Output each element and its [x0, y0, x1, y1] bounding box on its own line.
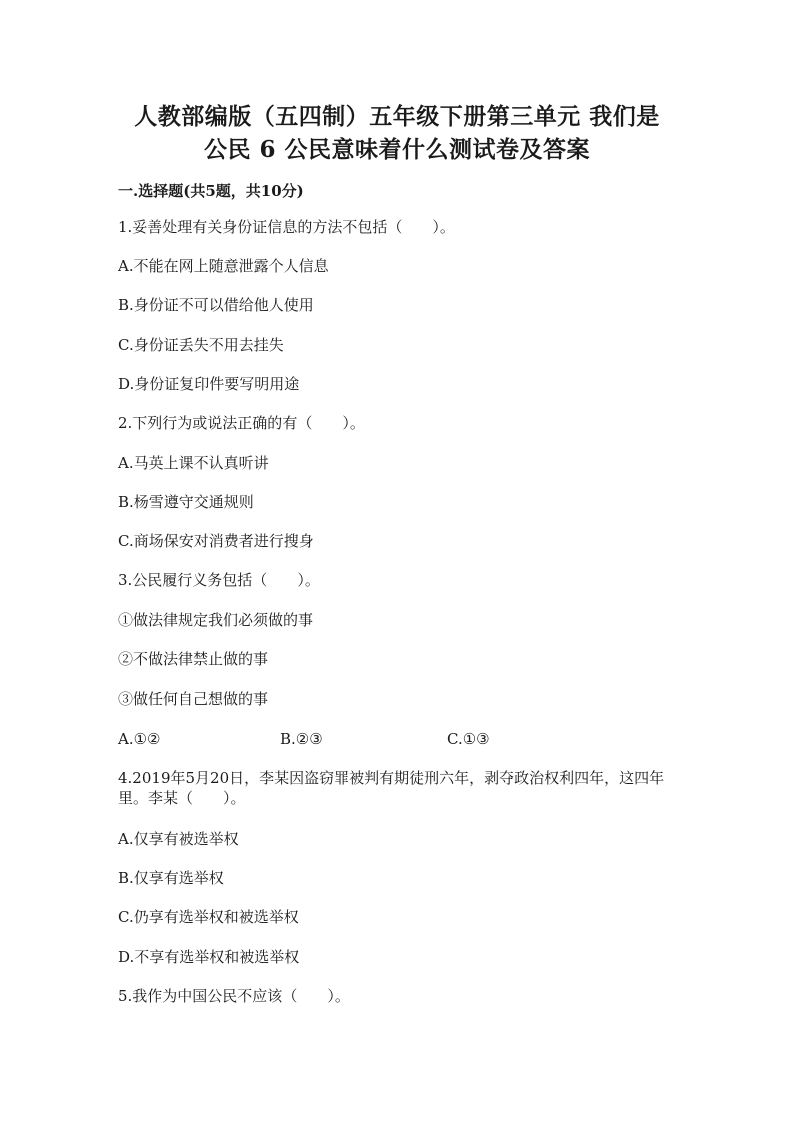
question-4-option-d: D.不享有选举权和被选举权: [118, 948, 300, 966]
question-3-statement-1: ①做法律规定我们必须做的事: [118, 611, 314, 629]
question-3-statement-2: ②不做法律禁止做的事: [118, 650, 269, 668]
question-2-stem: 2.下列行为或说法正确的有（ ）。: [118, 414, 365, 432]
question-1-option-b: B.身份证不可以借给他人使用: [118, 296, 314, 314]
document-title-line-1: 人教部编版（五四制）五年级下册第三单元 我们是: [134, 103, 660, 130]
question-3-stem: 3.公民履行义务包括（ ）。: [118, 571, 320, 589]
question-4-option-a: A.仅享有被选举权: [118, 830, 239, 848]
question-3-option-b: B.②③: [280, 730, 323, 748]
question-1-option-c: C.身份证丢失不用去挂失: [118, 336, 284, 354]
section-heading: 一.选择题(共5题，共10分): [118, 182, 304, 200]
question-2-option-b: B.杨雪遵守交通规则: [118, 493, 254, 511]
question-3-option-c: C.①③: [447, 730, 490, 748]
question-3-option-a: A.①②: [118, 730, 161, 748]
question-4-option-c: C.仍享有选举权和被选举权: [118, 908, 299, 926]
question-2-option-a: A.马英上课不认真听讲: [118, 454, 269, 472]
question-5-stem: 5.我作为中国公民不应该（ ）。: [118, 987, 350, 1005]
question-1-option-a: A.不能在网上随意泄露个人信息: [118, 257, 329, 275]
question-1-stem: 1.妥善处理有关身份证信息的方法不包括（ ）。: [118, 218, 455, 236]
question-1-option-d: D.身份证复印件要写明用途: [118, 375, 300, 393]
question-4-stem: 4.2019年5月20日，李某因盗窃罪被判有期徒刑六年，剥夺政治权利四年，这四年里。李某（ ）。: [118, 769, 665, 807]
document-title-line-2: 公民 6 公民意味着什么测试卷及答案: [203, 136, 591, 163]
question-2-option-c: C.商场保安对消费者进行搜身: [118, 532, 314, 550]
question-4-option-b: B.仅享有选举权: [118, 869, 224, 887]
question-3-statement-3: ③做任何自己想做的事: [118, 690, 269, 708]
